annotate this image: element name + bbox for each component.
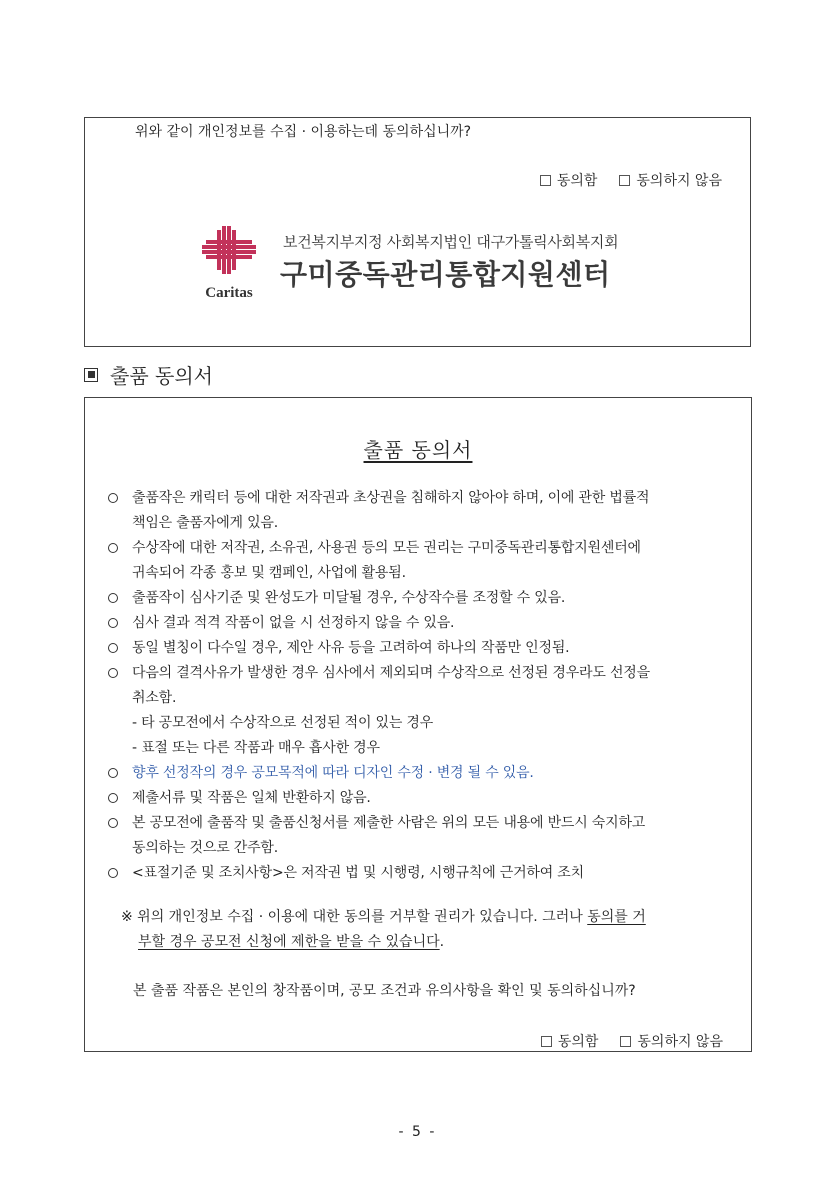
privacy-consent-box — [84, 117, 751, 347]
submission-consent-options — [541, 1031, 723, 1051]
page-number: - 5 - — [398, 1124, 437, 1140]
refusal-notice — [121, 905, 731, 955]
circle-bullet-icon — [108, 668, 118, 678]
item-text: 동일 별칭이 다수일 경우, 제안 사유 등을 고려하여 하나의 작품만 인정됨. — [132, 640, 570, 656]
submission-agree-label: 동의함 — [557, 1034, 599, 1050]
item-text: 귀속되어 각종 홍보 및 캠페인, 사업에 활용됨. — [132, 565, 406, 581]
list-item — [105, 811, 745, 861]
circle-bullet-icon — [108, 868, 118, 878]
list-item — [105, 661, 745, 711]
sub-item-text: - 표절 또는 다른 작품과 매우 흡사한 경우 — [132, 740, 380, 756]
circle-bullet-icon — [108, 818, 118, 828]
item-text: 취소함. — [132, 690, 177, 706]
privacy-agree-label: 동의함 — [556, 173, 598, 189]
privacy-agree-checkbox[interactable] — [540, 170, 598, 190]
organization-subtitle: 보건복지부지정 사회복지법인 대구가톨릭사회복지회 — [283, 233, 619, 251]
list-item — [105, 861, 745, 886]
item-text: 출품작이 심사기준 및 완성도가 미달될 경우, 수상작수를 조정할 수 있음. — [132, 590, 566, 606]
item-text: 수상작에 대한 저작권, 소유권, 사용권 등의 모든 권리는 구미중독관리통합지원센터에 — [132, 540, 641, 556]
checkbox-icon — [619, 175, 630, 186]
caritas-logo — [198, 224, 260, 302]
organization-name: 구미중독관리통합지원센터 — [280, 258, 611, 291]
disqualification-subitems — [105, 711, 745, 761]
list-item — [105, 636, 745, 661]
notice-underlined-text: 부할 경우 공모전 신청에 제한을 받을 수 있습니다 — [138, 934, 440, 950]
notice-end: . — [439, 934, 445, 950]
section-heading-text: 출품 동의서 — [110, 364, 213, 388]
square-bullet-icon — [84, 368, 98, 382]
circle-bullet-icon — [108, 543, 118, 553]
circle-bullet-icon — [108, 793, 118, 803]
list-item — [105, 761, 745, 786]
circle-bullet-icon — [108, 493, 118, 503]
privacy-consent-options — [540, 170, 722, 190]
list-item — [105, 536, 745, 586]
item-text: <표절기준 및 조치사항>은 저작권 법 및 시행령, 시행규칙에 근거하여 조치 — [132, 865, 584, 881]
item-text: 제출서류 및 작품은 일체 반환하지 않음. — [132, 790, 371, 806]
final-consent-question: 본 출품 작품은 본인의 창작품이며, 공모 조건과 유의사항을 확인 및 동의하십니까? — [133, 983, 636, 999]
agreement-items — [105, 486, 745, 886]
agreement-title — [85, 434, 751, 463]
caritas-cross-icon — [198, 224, 260, 302]
privacy-consent-question: 위와 같이 개인정보를 수집 · 이용하는데 동의하십니까? — [135, 124, 472, 140]
submission-agreement-box — [84, 397, 752, 1052]
list-item — [105, 586, 745, 611]
item-text: 책임은 출품자에게 있음. — [132, 515, 278, 531]
agreement-title-text: 출품 동의서 — [363, 438, 473, 462]
list-item — [105, 611, 745, 636]
item-text: 본 공모전에 출품작 및 출품신청서를 제출한 사람은 위의 모든 내용에 반드시 숙지하고 — [132, 815, 646, 831]
submission-agree-checkbox[interactable] — [541, 1031, 599, 1051]
notice-underlined-text: 동의를 거 — [587, 909, 646, 925]
circle-bullet-icon — [108, 768, 118, 778]
section-heading — [84, 360, 213, 389]
circle-bullet-icon — [108, 618, 118, 628]
item-text: 심사 결과 적격 작품이 없을 시 선정하지 않을 수 있음. — [132, 615, 455, 631]
circle-bullet-icon — [108, 643, 118, 653]
item-text: 향후 선정작의 경우 공모목적에 따라 디자인 수정 · 변경 될 수 있음. — [132, 765, 534, 781]
caritas-logo-text: Caritas — [205, 285, 253, 301]
privacy-disagree-label: 동의하지 않음 — [636, 173, 722, 189]
item-text: 출품작은 캐릭터 등에 대한 저작권과 초상권을 침해하지 않아야 하며, 이에 관한 법률적 — [132, 490, 650, 506]
checkbox-icon — [540, 175, 551, 186]
circle-bullet-icon — [108, 593, 118, 603]
submission-disagree-checkbox[interactable] — [620, 1031, 723, 1051]
notice-text: ※ 위의 개인정보 수집 · 이용에 대한 동의를 거부할 권리가 있습니다. 그러나 — [121, 909, 588, 925]
item-text: 다음의 결격사유가 발생한 경우 심사에서 제외되며 수상작으로 선정된 경우라도 선정을 — [132, 665, 650, 681]
list-item — [105, 786, 745, 811]
sub-item-text: - 타 공모전에서 수상작으로 선정된 적이 있는 경우 — [132, 715, 434, 731]
privacy-disagree-checkbox[interactable] — [619, 170, 722, 190]
checkbox-icon — [620, 1036, 631, 1047]
item-text: 동의하는 것으로 간주함. — [132, 840, 278, 856]
submission-disagree-label: 동의하지 않음 — [637, 1034, 723, 1050]
checkbox-icon — [541, 1036, 552, 1047]
list-item — [105, 486, 745, 536]
